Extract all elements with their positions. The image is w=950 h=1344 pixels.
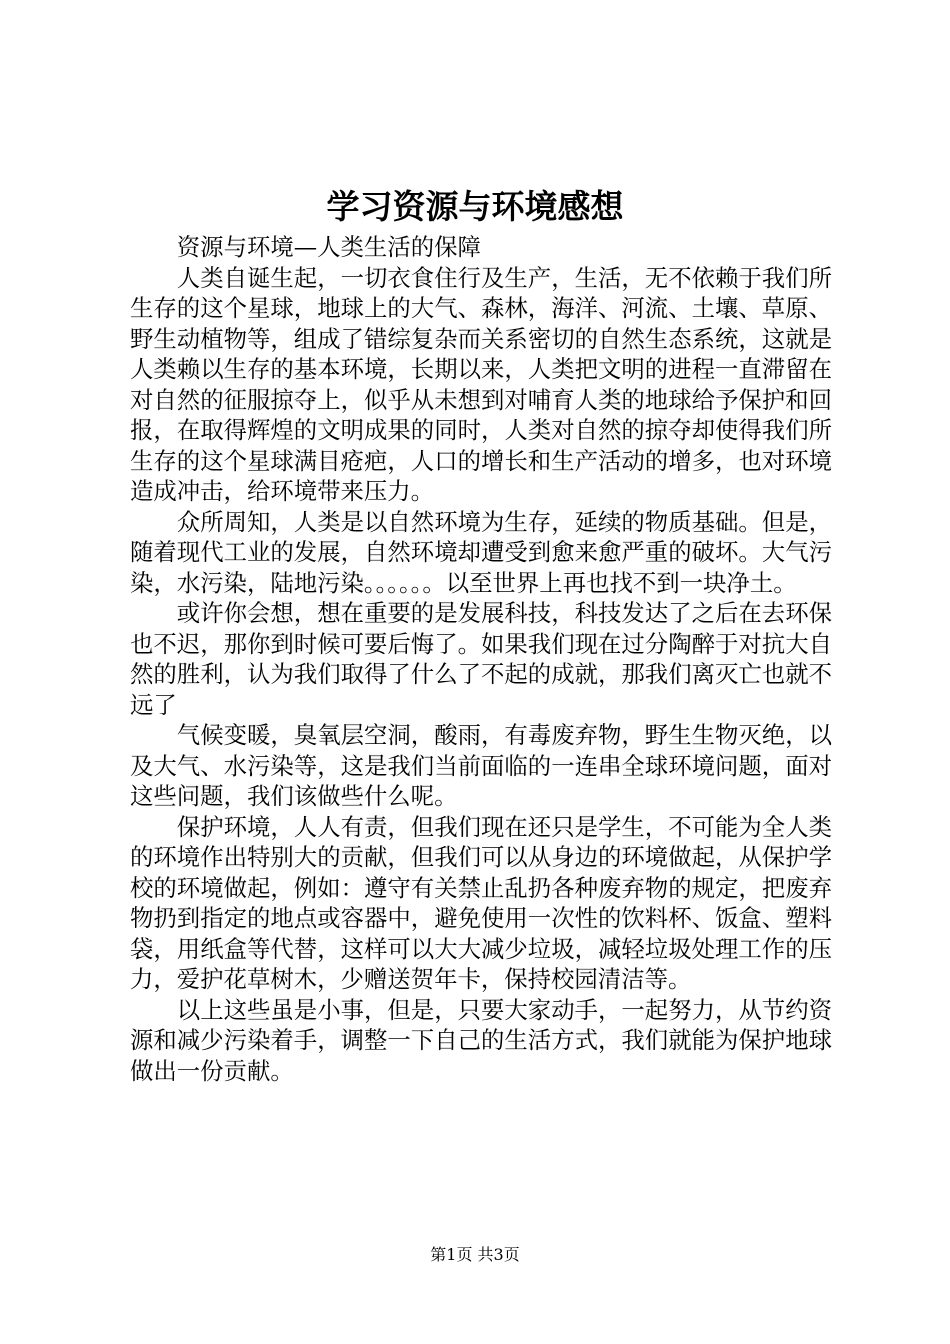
paragraph: 气候变暖，臭氧层空洞，酸雨，有毒废弃物，野生生物灭绝，以及大气、水污染等，这是我们当前面临的一连串全球环境问题，面对这些问题，我们该做些什么呢。 bbox=[130, 721, 832, 810]
document-title: 学习资源与环境感想 bbox=[326, 187, 624, 226]
paragraph: 以上这些虽是小事，但是，只要大家动手，一起努力，从节约资源和减少污染着手，调整一下自己的生活方式，我们就能为保护地球做出一份贡献。 bbox=[130, 995, 832, 1085]
paragraph: 保护环境，人人有责，但我们现在还只是学生，不可能为全人类的环境作出特别大的贡献，但我们可以从身边的环境做起，从保护学校的环境做起，例如：遵守有关禁止乱扔各种废弃物的规定，把废弃物扔到指定的地点或容器中，避免使用一次性的饮料杯、饭盒、塑料袋，用纸盒等代替，这样可以大大减少垃圾，减轻垃圾处理工作的压力，爱护花草树木，少赠送贺年卡，保持校园清洁等。 bbox=[130, 812, 832, 993]
document-body bbox=[130, 232, 832, 1086]
paragraph: 或许你会想，想在重要的是发展科技，科技发达了之后在去环保也不迟，那你到时候可要后悔了。如果我们现在过分陶醉于对抗大自然的胜利，认为我们取得了什么了不起的成就，那我们离灭亡也就不远了 bbox=[130, 599, 832, 719]
paragraph: 众所周知，人类是以自然环境为生存，延续的物质基础。但是，随着现代工业的发展，自然环境却遭受到愈来愈严重的破坏。大气污染，水污染，陆地污染。。。。。。以至世界上再也找不到一块净土。 bbox=[130, 507, 832, 597]
page-number-footer: 第1页 共3页 bbox=[430, 1245, 520, 1264]
paragraph-subtitle: 资源与环境—人类生活的保障 bbox=[176, 233, 481, 261]
paragraph: 人类自诞生起，一切衣食住行及生产，生活，无不依赖于我们所生存的这个星球，地球上的大气、森林，海洋、河流、土壤、草原、野生动植物等，组成了错综复杂而关系密切的自然生态系统，这就是人类赖以生存的基本环境，长期以来，人类把文明的进程一直滞留在对自然的征服掠夺上，似乎从未想到对哺育人类的地球给予保护和回报，在取得辉煌的文明成果的同时，人类对自然的掠夺却使得我们所生存的这个星球满目疮疤，人口的增长和生产活动的增多，也对环境造成冲击，给环境带来压力。 bbox=[130, 263, 832, 505]
